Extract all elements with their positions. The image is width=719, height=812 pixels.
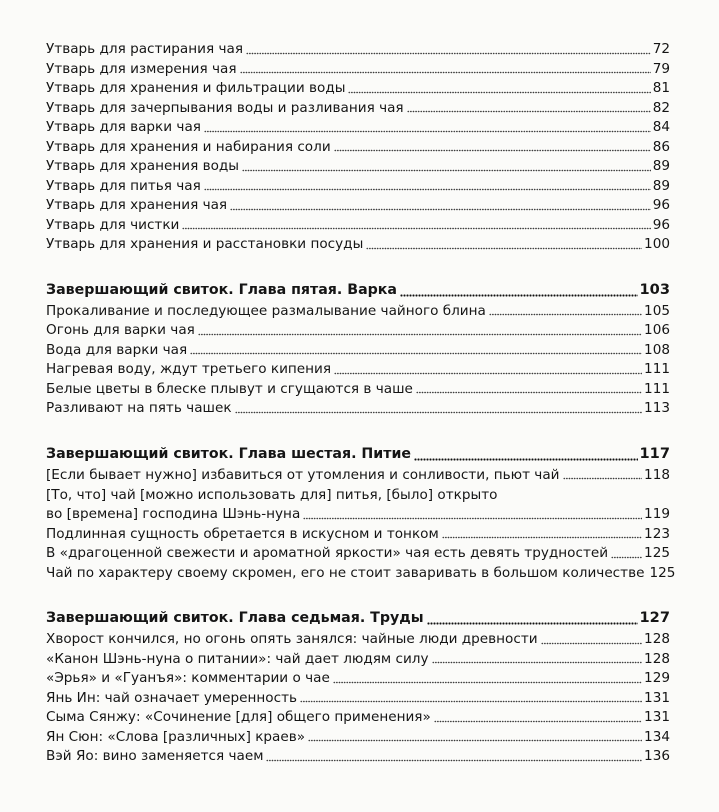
entry-title: Подлинная сущность обретается в искусном и тонком (46, 525, 439, 542)
heading-page: 103 (639, 280, 670, 298)
dot-leader (230, 207, 651, 211)
dot-leader (266, 758, 642, 762)
entry-title: Утварь для чистки (46, 216, 180, 233)
dot-leader (400, 293, 638, 297)
dot-leader (190, 351, 642, 355)
dot-leader (432, 660, 643, 664)
dot-leader (300, 699, 642, 703)
entry-page: 82 (652, 99, 670, 116)
dot-leader (611, 555, 642, 559)
entry-page: 128 (644, 631, 670, 647)
entry-page: 108 (644, 341, 670, 358)
entry-page: 128 (644, 650, 670, 667)
entry-page: 125 (649, 564, 676, 581)
entry-title: Нагревая воду, ждут третьего кипения (46, 361, 332, 377)
toc-entry (46, 341, 670, 361)
entry-title: Утварь для хранения воды (46, 158, 240, 174)
entry-title: Утварь для зачерпывания воды и разливания чая (46, 99, 404, 116)
toc-section-chapter-seven (46, 606, 670, 767)
entry-page: 113 (644, 400, 670, 416)
toc-entry (46, 525, 670, 545)
table-of-contents (46, 40, 676, 767)
dot-leader (240, 70, 651, 74)
heading-title: Завершающий свиток. Глава пятая. Варка (46, 281, 397, 298)
entry-page: 123 (644, 525, 670, 542)
entry-title: Хворост кончился, но огонь опять занялся: чайные люди древности (46, 631, 538, 647)
entry-title: Белые цветы в блеске плывут и сгущаются в чаше (46, 380, 413, 397)
entry-page: 106 (644, 322, 670, 338)
toc-entry (46, 235, 670, 255)
chapter-heading (46, 278, 670, 302)
entry-title: Утварь для измерения чая (46, 60, 237, 77)
toc-section-chapter-five (46, 278, 670, 419)
toc-entry-multiline (46, 485, 670, 525)
toc-entry (46, 40, 670, 60)
toc-entry (46, 138, 670, 158)
entry-page: 72 (652, 41, 670, 57)
dot-leader (235, 410, 643, 414)
dot-leader (198, 332, 642, 336)
toc-entry (46, 630, 670, 650)
toc-entry (46, 177, 670, 197)
dot-leader (442, 535, 642, 539)
entry-page: 125 (644, 545, 670, 561)
entry-title: Утварь для хранения и фильтрации воды (46, 80, 346, 96)
dot-leader (434, 719, 642, 723)
toc-entry (46, 505, 670, 525)
toc-entry (46, 544, 670, 564)
entry-page: 84 (652, 119, 670, 135)
toc-entry (46, 747, 670, 767)
dot-leader (303, 516, 642, 520)
entry-title: Огонь для варки чая (46, 322, 195, 338)
dot-leader (334, 148, 651, 152)
entry-title: Утварь для растирания чая (46, 41, 243, 57)
toc-entry (46, 689, 670, 709)
entry-page: 96 (652, 197, 670, 213)
toc-entry (46, 196, 670, 216)
section-gap (46, 255, 670, 278)
dot-leader (489, 312, 642, 316)
entry-page: 136 (644, 748, 670, 764)
dot-leader (407, 109, 651, 113)
entry-page: 89 (652, 158, 670, 174)
entry-page: 131 (644, 689, 670, 706)
chapter-heading (46, 442, 670, 466)
toc-entry (46, 564, 676, 584)
dot-leader (334, 371, 642, 375)
entry-page: 86 (652, 138, 670, 155)
toc-entry (46, 669, 670, 689)
entry-page: 96 (652, 216, 670, 233)
toc-entry (46, 321, 670, 341)
dot-leader (242, 168, 651, 172)
entry-page: 79 (652, 60, 670, 77)
dot-leader (563, 476, 643, 480)
entry-page: 119 (644, 506, 670, 522)
dot-leader (204, 129, 651, 133)
entry-title: Утварь для варки чая (46, 119, 201, 135)
entry-title: Чай по характеру своему скромен, его не стоит заваривать в большом количестве (46, 564, 645, 581)
entry-title: Разливают на пять чашек (46, 400, 232, 416)
entry-title: Прокаливание и последующее размалывание чайного блина (46, 302, 486, 319)
dot-leader (246, 51, 651, 55)
toc-entry (46, 302, 670, 322)
toc-entry (46, 79, 670, 99)
entry-page: 105 (644, 302, 670, 319)
entry-page: 134 (644, 728, 670, 745)
entry-title: Утварь для хранения чая (46, 197, 228, 213)
toc-entry (46, 157, 670, 177)
dot-leader (333, 680, 642, 684)
entry-title: «Канон Шэнь-нуна о питании»: чай дает людям силу (46, 650, 429, 667)
entry-title: во [времена] господина Шэнь-нуна (46, 506, 301, 522)
entry-title: Вода для варки чая (46, 341, 188, 358)
entry-page: 89 (652, 177, 670, 194)
dot-leader (348, 90, 650, 94)
entry-page: 111 (644, 380, 670, 397)
dot-leader (541, 641, 642, 645)
entry-title: Янь Ин: чай означает умеренность (46, 689, 298, 706)
toc-entry (46, 60, 670, 80)
entry-page: 118 (644, 466, 670, 483)
entry-title: Вэй Яо: вино заменяется чаем (46, 748, 264, 764)
toc-entry (46, 118, 670, 138)
toc-section-chapter-six (46, 442, 676, 584)
entry-title: Ян Сюн: «Слова [различных] краев» (46, 728, 306, 745)
entry-page: 100 (644, 236, 670, 252)
heading-page: 117 (639, 444, 670, 462)
entry-title: Утварь для питья чая (46, 177, 201, 194)
section-gap (46, 419, 670, 442)
dot-leader (366, 246, 642, 250)
section-gap (46, 583, 670, 606)
entry-page: 129 (644, 670, 670, 686)
entry-title: Сыма Сянжу: «Сочинение [для] общего применения» (46, 709, 431, 725)
dot-leader (204, 187, 651, 191)
toc-entry (46, 216, 670, 236)
dot-leader (308, 738, 642, 742)
toc-entry (46, 399, 670, 419)
dot-leader (182, 226, 650, 230)
heading-title: Завершающий свиток. Глава шестая. Питие (46, 445, 412, 462)
toc-entry (46, 466, 670, 486)
entry-title: «Эрья» и «Гуанъя»: комментарии о чае (46, 670, 330, 686)
entry-page: 111 (644, 361, 670, 377)
entry-title-line-1: [То, что] чай [можно использовать для] питья, [было] открыто (46, 487, 498, 503)
dot-leader (416, 390, 642, 394)
dot-leader (427, 621, 638, 625)
entry-title: Утварь для хранения и расстановки посуды (46, 236, 364, 252)
chapter-heading (46, 606, 670, 630)
toc-entry (46, 99, 670, 119)
toc-entry (46, 708, 670, 728)
entry-page: 131 (644, 709, 670, 725)
dot-leader (414, 457, 637, 461)
toc-section-utensils (46, 40, 670, 255)
toc-entry (46, 380, 670, 400)
toc-entry (46, 360, 670, 380)
heading-page: 127 (639, 609, 670, 626)
entry-page: 81 (652, 80, 670, 96)
toc-entry (46, 650, 670, 670)
entry-title: [Если бывает нужно] избавиться от утомления и сонливости, пьют чай (46, 466, 560, 483)
toc-entry (46, 728, 670, 748)
entry-title: Утварь для хранения и набирания соли (46, 138, 331, 155)
heading-title: Завершающий свиток. Глава седьмая. Труды (46, 610, 424, 626)
entry-title: В «драгоценной свежести и ароматной яркости» чая есть девять трудностей (46, 545, 609, 561)
